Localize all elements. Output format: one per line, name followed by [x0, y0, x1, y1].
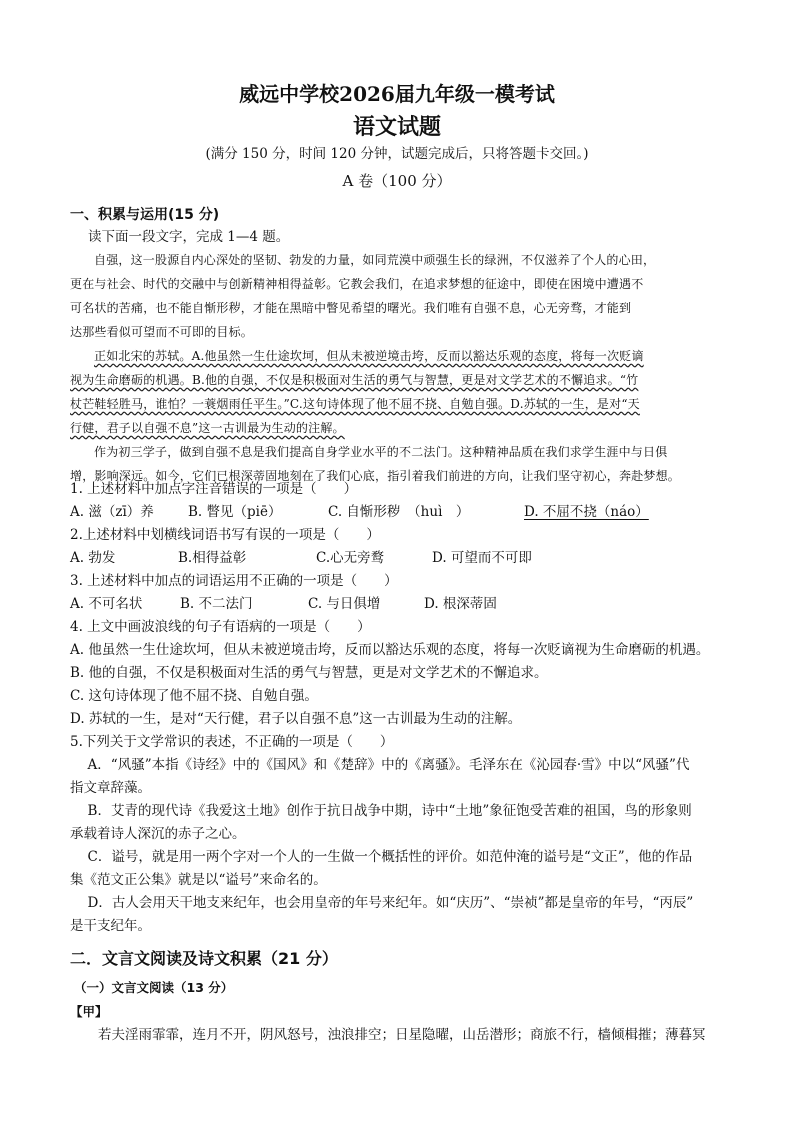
- q4-option-b: B. 他的自强，不仅是积极面对生活的勇气与智慧，更是对文学艺术的不懈追求。: [70, 665, 548, 681]
- q4-option-a: A. 他虽然一生仕途坎坷，但从未被逆境击垮，反而以豁达乐观的态度，将每一次贬谪视为生命磨砺的机遇。: [70, 642, 710, 658]
- exam-note: (满分 150 分，时间 120 分钟，试题完成后，只将答题卡交回。): [205, 146, 589, 162]
- q5-option-d-line2: 是干支纪年。: [70, 918, 151, 934]
- exam-title: 威远中学校2026届九年级一模考试: [239, 82, 555, 106]
- q4-option-c: C. 这句诗体现了他不屈不挠、自勉自强。: [70, 688, 318, 704]
- section2-heading: 二．文言文阅读及诗文积累（21 分）: [70, 949, 338, 968]
- q5-option-c-line1: C．谥号，就是用一两个字对一个人的一生做一个概括性的评价。如范仲淹的谥号是“文正”，他的作品: [87, 849, 693, 865]
- q3-option-d: D. 根深蒂固: [424, 596, 497, 612]
- passage-line: 行健，君子以自强不息”这一古训最为生动的注解。: [70, 421, 345, 435]
- section2-subheading: （一）文言文阅读（13 分）: [74, 980, 234, 995]
- q3-option-c: C. 与日俱增: [308, 596, 381, 612]
- question-1: 1. 上述材料中加点字注音错误的一项是（ ）: [70, 481, 358, 497]
- q5-option-c-line2: 集《范文正公集》就是以“谥号”来命名的。: [70, 872, 327, 888]
- section1-intro: 读下面一段文字，完成 1—4 题。: [88, 229, 290, 245]
- q1-option-d: D. 不屈不挠（náo）: [524, 504, 649, 520]
- questions-block: [70, 478, 726, 938]
- q1-option-b: B. 瞥见（piē）: [188, 504, 282, 520]
- passage-line: 更在与社会、时代的交融中与创新精神相得益彰。它教会我们，在追求梦想的征途中，即使在困境中遭遇不: [70, 277, 644, 291]
- q2-option-c: C.心无旁鹜: [316, 550, 385, 566]
- passage-paragraph-2: [70, 344, 726, 440]
- question-3: 3. 上述材料中加点的词语运用不正确的一项是（ ）: [70, 573, 398, 589]
- passage-line: 视为生命磨砺的机遇。B.他的自强，不仅是积极面对生活的勇气与智慧，更是对文学艺术的不懈追求。“竹: [70, 373, 639, 387]
- q2-option-d: D. 可望而不可即: [432, 550, 532, 566]
- question-3-options: [70, 593, 726, 616]
- passage-jia-label: 【甲】: [70, 1004, 108, 1019]
- passage-line: 达那些看似可望而不可即的目标。: [70, 325, 254, 339]
- q2-option-b: B.相得益彰: [178, 550, 247, 566]
- question-4: 4. 上文中画波浪线的句子有语病的一项是（ ）: [70, 619, 371, 635]
- passage-line: 自强，这一股源自内心深处的坚韧、勃发的力量，如同荒漠中顽强生长的绿洲，不仅滋养了个人的心田，: [94, 253, 656, 267]
- q5-option-a-line2: 指文章辞藻。: [70, 780, 151, 796]
- passage-line: 正如北宋的苏轼。A.他虽然一生仕途坎坷，但从未被逆境击垮，反而以豁达乐观的态度，将每一次贬谪: [94, 349, 644, 363]
- q2-option-a: A. 勃发: [70, 550, 116, 566]
- passage-paragraph-1: [70, 248, 726, 344]
- q5-option-b-line2: 承载着诗人深沉的赤子之心。: [70, 826, 246, 842]
- question-2: 2.上述材料中划横线词语书写有误的一项是（ ）: [70, 527, 380, 543]
- question-1-options: [70, 501, 726, 524]
- passage-line: 可名状的苦痛，也不能自惭形秽，才能在黑暗中瞥见希望的曙光。我们唯有自强不息，心无旁骛，才能到: [70, 301, 632, 315]
- question-2-options: [70, 547, 726, 570]
- q1-option-c: C. 自惭形秽 （huì ）: [328, 504, 470, 520]
- q5-option-a-line1: A．“风骚”本指《诗经》中的《国风》和《楚辞》中的《离骚》。毛泽东在《沁园春·雪》中以“风骚”代: [87, 757, 690, 773]
- paper-a-label: A 卷（100 分）: [342, 172, 452, 190]
- passage-line: 杖芒鞋轻胜马，谁怕？一蓑烟雨任平生。”C.这句诗体现了他不屈不挠、自勉自强。D.苏轼的一生，是对“天: [70, 397, 640, 411]
- q3-option-b: B. 不二法门: [180, 596, 253, 612]
- subject-title: 语文试题: [352, 114, 441, 140]
- q3-option-a: A. 不可名状: [70, 596, 143, 612]
- passage-line: 增，影响深远。如今，它们已根深蒂固地刻在了我们心底，指引着我们前进的方向，让我们坚守初心，奔赴梦想。: [70, 469, 681, 483]
- passage-line: 作为初三学子，做到自强不息是我们提高自身学业水平的不二法门。这种精神品质在我们求学生涯中与日俱: [94, 445, 668, 459]
- q4-option-d: D. 苏轼的一生，是对“天行健，君子以自强不息”这一古训最为生动的注解。: [70, 711, 522, 727]
- section1-heading: 一、积累与运用(15 分): [70, 207, 220, 223]
- q5-option-d-line1: D．古人会用天干地支来纪年，也会用皇帝的年号来纪年。如“庆历”、“崇祯”都是皇帝的年号，“丙辰”: [87, 895, 694, 911]
- passage-jia-line: 若夫淫雨霏霏，连月不开，阴风怒号，浊浪排空；日星隐曜，山岳潜形；商旅不行，樯倾楫摧；薄暮冥: [98, 1027, 706, 1043]
- q5-option-b-line1: B．艾青的现代诗《我爱这土地》创作于抗日战争中期，诗中“土地”象征饱受苦难的祖国，鸟的形象则: [87, 803, 692, 819]
- question-5: 5.下列关于文学常识的表述，不正确的一项是（ ）: [70, 734, 394, 750]
- q1-option-a: A. 滋（zī）养: [70, 504, 154, 520]
